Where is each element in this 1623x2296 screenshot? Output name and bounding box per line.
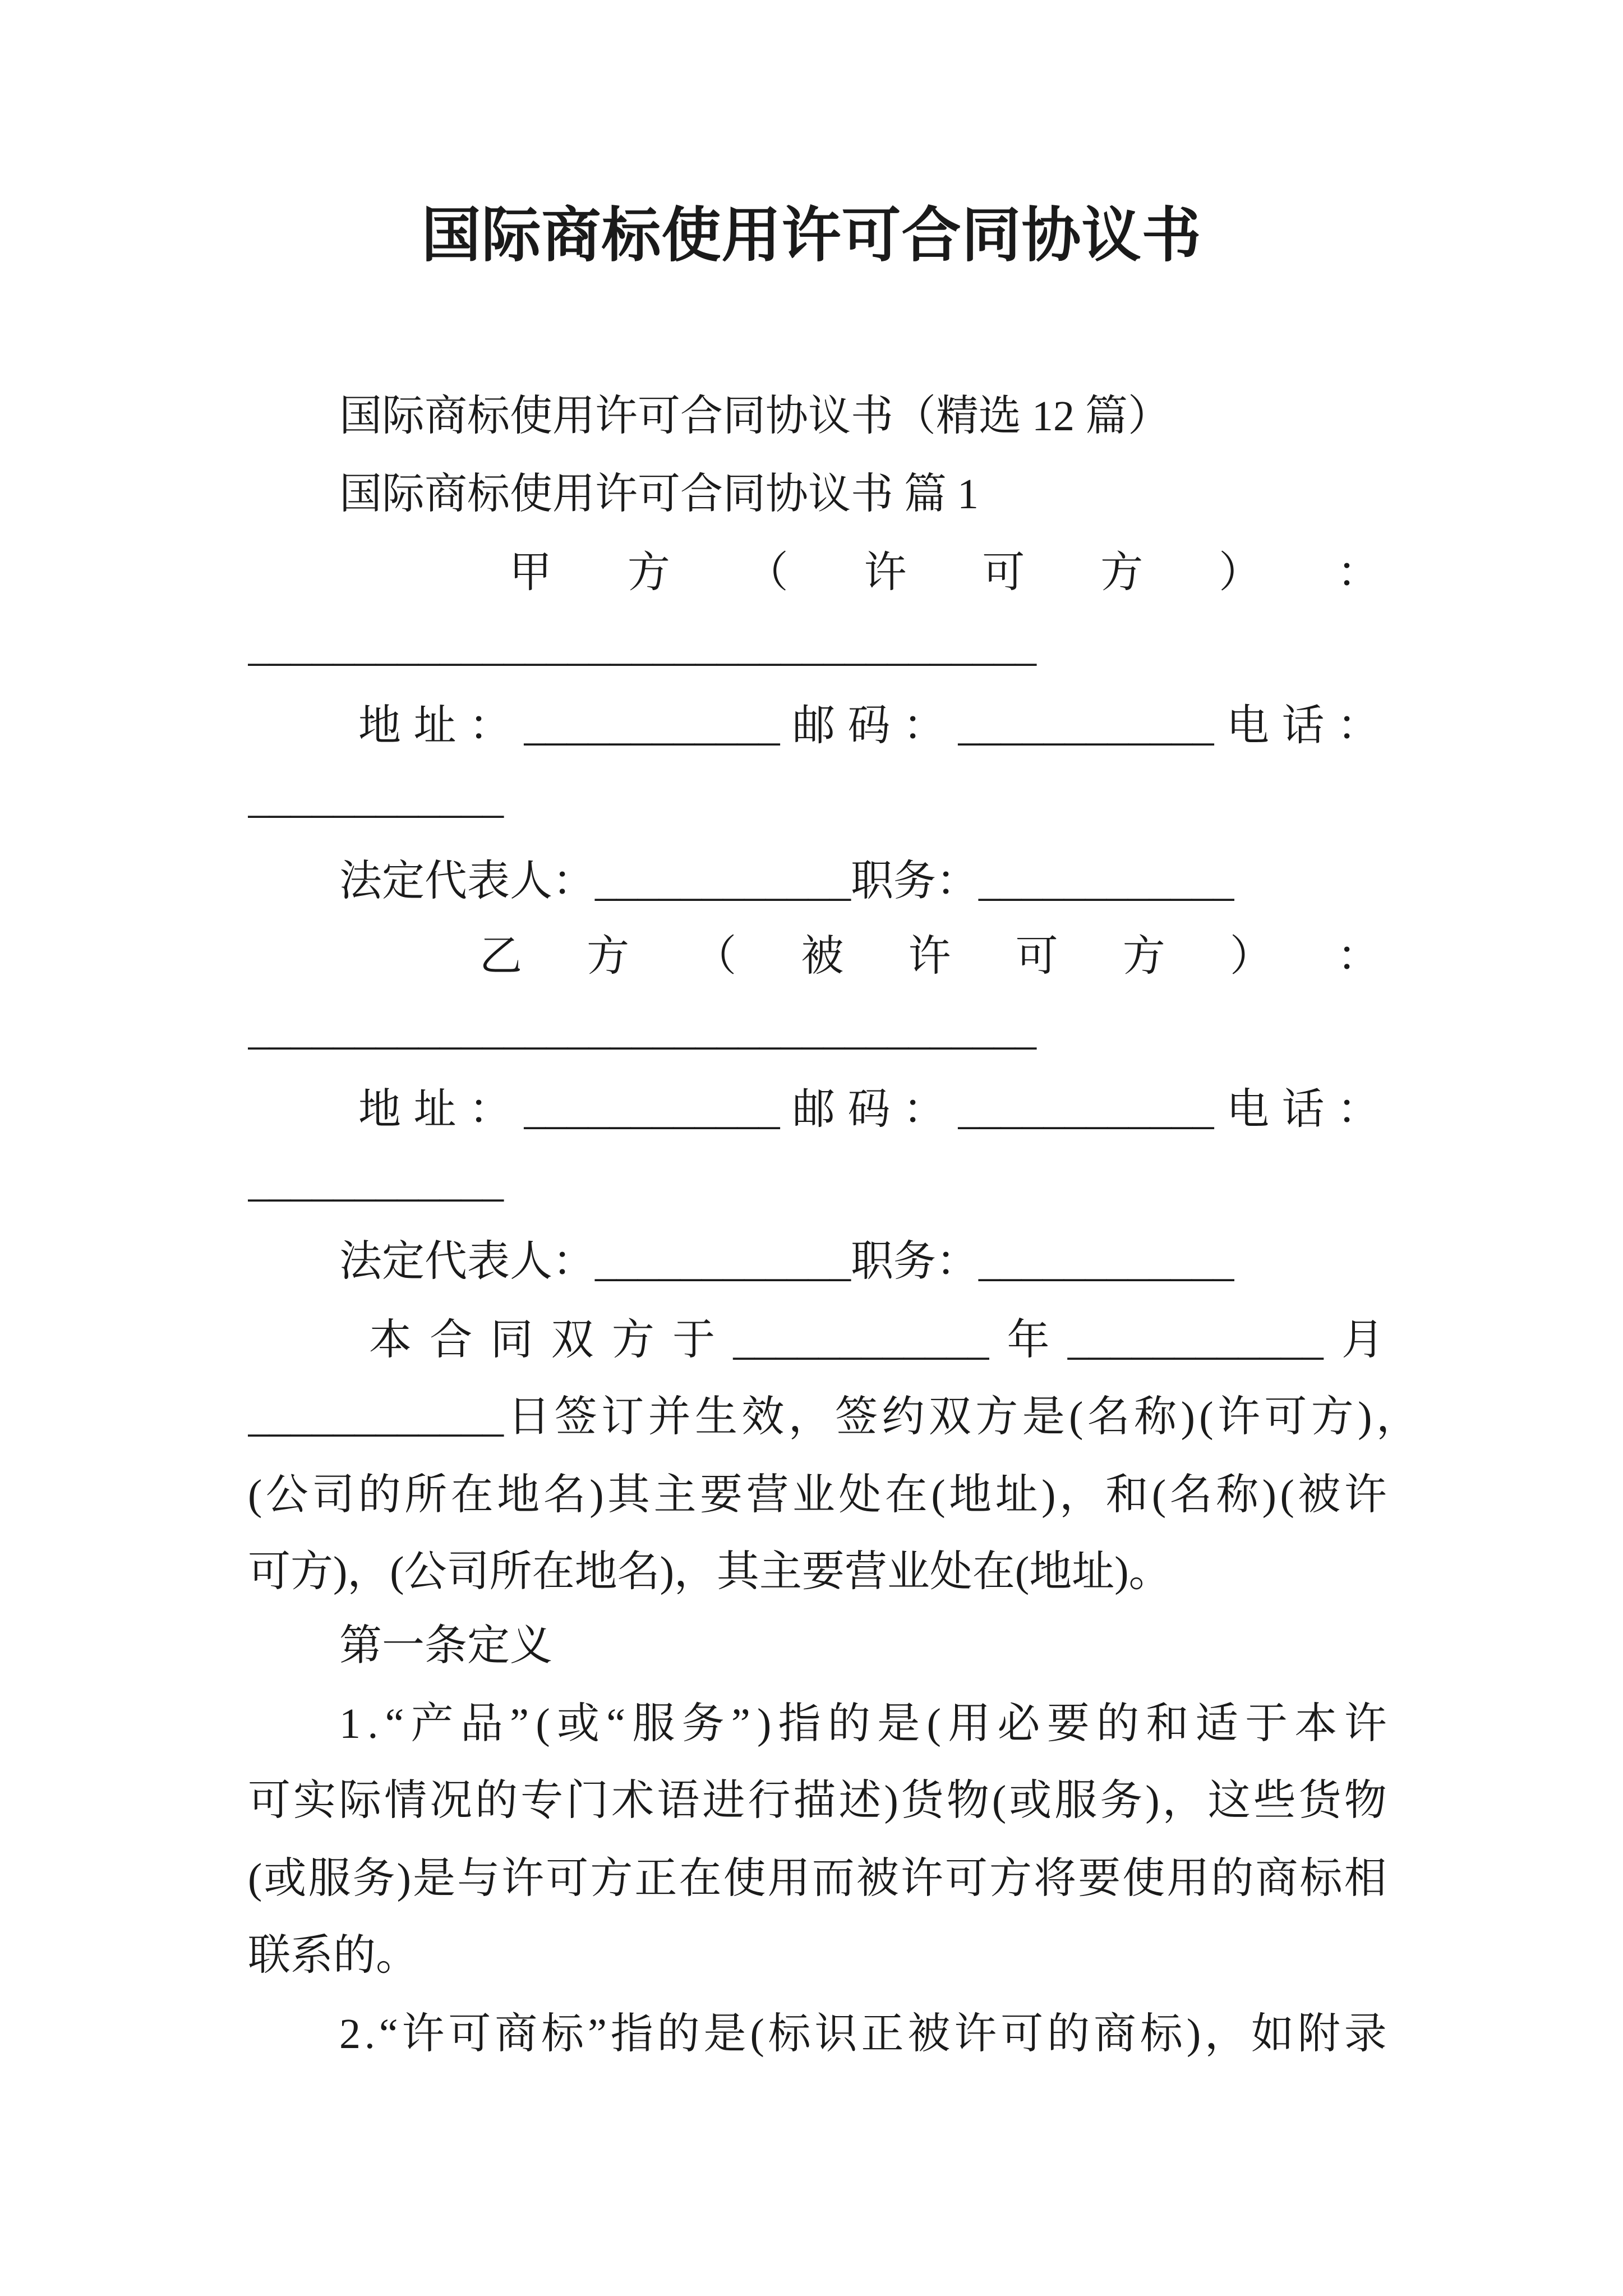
glyph: 许: [1344, 1471, 1387, 1519]
glyph: 可: [1015, 933, 1058, 980]
preamble-line: [248, 1390, 1419, 1444]
glyph: ): [1145, 1777, 1160, 1824]
glyph: 将: [1034, 1855, 1077, 1902]
glyph: 可: [1264, 1393, 1307, 1441]
glyph: 码: [847, 1086, 891, 1133]
blank-field: ____________: [248, 1393, 504, 1441]
glyph: 许: [864, 549, 907, 596]
glyph: 或: [556, 1700, 600, 1747]
glyph: ，: [1376, 1393, 1419, 1441]
glyph: 码: [847, 702, 891, 749]
glyph: 的: [358, 1471, 401, 1519]
glyph: 本: [1294, 1700, 1338, 1747]
glyph: (: [992, 1777, 1007, 1824]
glyph: 物: [1344, 1777, 1387, 1824]
glyph: 的: [657, 2010, 700, 2058]
glyph: 服: [632, 1700, 675, 1747]
glyph: 描: [793, 1777, 836, 1824]
glyph: ): [1358, 1393, 1372, 1441]
glyph: 本: [369, 1317, 412, 1364]
glyph: .: [367, 1700, 379, 1747]
glyph: 货: [1298, 1777, 1341, 1824]
glyph: (: [1280, 1471, 1294, 1519]
glyph: 货: [901, 1777, 944, 1824]
glyph: 司: [312, 1471, 355, 1519]
glyph: 如: [1251, 2010, 1294, 2058]
glyph: 专: [520, 1777, 564, 1824]
glyph: 务: [352, 1855, 395, 1902]
glyph: ：: [1336, 549, 1380, 596]
glyph: 许: [501, 1855, 545, 1902]
glyph: 1: [339, 1700, 361, 1747]
glyph: ): [757, 1700, 772, 1747]
glyph: 指: [778, 1700, 821, 1747]
glyph: 是: [413, 1855, 456, 1902]
glyph: 的: [1211, 1855, 1254, 1902]
glyph: 标: [1140, 2010, 1183, 2058]
blank-field: ____________: [733, 1317, 989, 1364]
article-heading: 国际商标使用许可合同协议书 篇 1: [339, 471, 979, 518]
party-b-phone-blank: ____________: [248, 1158, 504, 1205]
glyph: 地: [949, 1471, 992, 1519]
glyph: 使: [723, 1855, 766, 1902]
glyph: 乙: [479, 933, 522, 980]
glyph: 主: [653, 1471, 697, 1519]
glyph: 营: [746, 1471, 789, 1519]
glyph: ）: [1219, 549, 1262, 596]
glyph: 录: [1344, 2010, 1387, 2058]
glyph: ：: [469, 702, 511, 749]
glyph: 实: [293, 1777, 336, 1824]
glyph: 服: [1054, 1777, 1098, 1824]
glyph: 双: [928, 1393, 971, 1441]
glyph: 名: [1169, 1471, 1212, 1519]
party-b-name-blank: _____________________________________: [248, 1006, 1036, 1053]
glyph: 门: [566, 1777, 609, 1824]
glyph: 效: [741, 1393, 785, 1441]
party-a-representative-line: 法定代表人：____________职务：____________: [339, 858, 1234, 905]
glyph: (: [1199, 1393, 1214, 1441]
glyph: 或: [1009, 1777, 1052, 1824]
glyph: ：: [903, 702, 946, 749]
glyph: .: [364, 2010, 375, 2058]
glyph: 日: [508, 1393, 551, 1441]
glyph: 签: [554, 1393, 597, 1441]
glyph: (: [926, 1700, 941, 1747]
glyph: 务: [1100, 1777, 1143, 1824]
glyph: ): [589, 1471, 604, 1519]
glyph: ，: [1162, 1777, 1205, 1824]
glyph: （: [745, 549, 789, 596]
glyph: 是: [703, 2010, 746, 2058]
glyph: 适: [1195, 1700, 1238, 1747]
glyph: 方: [1311, 1393, 1354, 1441]
glyph: 同: [490, 1317, 533, 1364]
glyph: 进: [702, 1777, 745, 1824]
glyph: 要: [1046, 1700, 1090, 1747]
glyph: 的: [475, 1777, 518, 1824]
glyph: ”: [731, 1700, 750, 1747]
glyph: 的: [827, 1700, 870, 1747]
collection-title: 国际商标使用许可合同协议书（精选 12 篇）: [339, 393, 1170, 440]
glyph: 方: [590, 1855, 633, 1902]
glyph: 而: [811, 1855, 855, 1902]
glyph: 并: [648, 1393, 691, 1441]
party-b-contact-line: [358, 1083, 1380, 1137]
glyph: 方: [587, 933, 630, 980]
glyph: ): [396, 1855, 411, 1902]
glyph: 可: [1000, 2010, 1044, 2058]
glyph: 这: [1207, 1777, 1251, 1824]
glyph: 行: [748, 1777, 791, 1824]
glyph: “: [379, 2010, 398, 2058]
glyph: 甲: [509, 549, 552, 596]
glyph: 语: [657, 1777, 700, 1824]
glyph: 可: [944, 1855, 988, 1902]
glyph: 在: [884, 1471, 928, 1519]
glyph: 许: [402, 2010, 445, 2058]
glyph: 话: [1281, 702, 1325, 749]
glyph: 可: [982, 549, 1025, 596]
glyph: ”: [510, 1700, 529, 1747]
glyph: 址: [413, 1086, 457, 1133]
glyph: 标: [768, 2010, 811, 2058]
party-a-label: [509, 546, 1380, 600]
party-b-label: [479, 930, 1380, 983]
glyph: 称: [1216, 1471, 1259, 1519]
glyph: 物: [946, 1777, 989, 1824]
glyph: 与: [457, 1855, 500, 1902]
glyph: 处: [838, 1471, 882, 1519]
blank-field: ____________: [524, 702, 780, 749]
glyph: 被: [856, 1855, 899, 1902]
glyph: 双: [551, 1317, 594, 1364]
glyph: 际: [339, 1777, 382, 1824]
glyph: 电: [1227, 702, 1269, 749]
glyph: 是: [877, 1700, 920, 1747]
glyph: 业: [792, 1471, 835, 1519]
glyph: 方: [611, 1317, 654, 1364]
preamble-line: [248, 1468, 1387, 1522]
glyph: 2: [339, 2010, 361, 2058]
glyph: 用: [767, 1855, 810, 1902]
glyph: 被: [801, 933, 844, 980]
glyph: 约: [882, 1393, 925, 1441]
clause-line: [248, 1774, 1387, 1828]
glyph: 名: [543, 1471, 586, 1519]
glyph: (: [536, 1700, 550, 1747]
glyph: 称: [1134, 1393, 1177, 1441]
glyph: 方: [1122, 933, 1165, 980]
clause-line: [339, 2007, 1387, 2061]
glyph: 年: [1007, 1317, 1050, 1364]
glyph: 邮: [792, 702, 835, 749]
glyph: 况: [430, 1777, 473, 1824]
glyph: 要: [699, 1471, 743, 1519]
glyph: 址: [995, 1471, 1038, 1519]
glyph: 或: [264, 1855, 307, 1902]
glyph: 可: [248, 1777, 291, 1824]
glyph: ，: [1205, 2010, 1248, 2058]
glyph: 在: [679, 1855, 722, 1902]
glyph: 方: [1100, 549, 1144, 596]
glyph: ：: [1337, 702, 1380, 749]
glyph: 方: [627, 549, 670, 596]
glyph: 于: [672, 1317, 716, 1364]
glyph: ): [884, 1777, 898, 1824]
glyph: 述: [838, 1777, 882, 1824]
glyph: (: [248, 1471, 262, 1519]
glyph: 可: [546, 1855, 589, 1902]
glyph: ): [1262, 1471, 1276, 1519]
glyph: (: [248, 1855, 262, 1902]
clause-heading: 第一条定义: [339, 1622, 552, 1669]
glyph: ：: [1337, 1086, 1380, 1133]
glyph: 月: [1341, 1317, 1384, 1364]
glyph: 附: [1297, 2010, 1340, 2058]
glyph: 许: [908, 933, 951, 980]
glyph: 所: [404, 1471, 448, 1519]
glyph: ，: [788, 1393, 831, 1441]
glyph: 于: [1245, 1700, 1288, 1747]
glyph: 地: [358, 1086, 401, 1133]
glyph: 和: [1105, 1471, 1149, 1519]
blank-field: ____________: [1067, 1317, 1324, 1364]
glyph: ): [1186, 2010, 1201, 2058]
glyph: 识: [814, 2010, 857, 2058]
glyph: 的: [1096, 1700, 1140, 1747]
glyph: ): [1041, 1471, 1056, 1519]
glyph: 许: [900, 1855, 943, 1902]
glyph: ：: [903, 1086, 946, 1133]
glyph: “: [385, 1700, 404, 1747]
glyph: ）: [1229, 933, 1272, 980]
glyph: 其: [607, 1471, 650, 1519]
glyph: (: [1151, 1471, 1166, 1519]
glyph: 品: [460, 1700, 503, 1747]
party-a-name-blank: _____________________________________: [248, 623, 1036, 670]
glyph: 许: [1344, 1700, 1387, 1747]
glyph: ): [1181, 1393, 1195, 1441]
glyph: 许: [954, 2010, 997, 2058]
glyph: ”: [588, 2010, 607, 2058]
glyph: 方: [989, 1855, 1032, 1902]
glyph: 用: [948, 1700, 991, 1747]
glyph: 生: [694, 1393, 737, 1441]
glyph: 公: [265, 1471, 308, 1519]
glyph: 方: [975, 1393, 1018, 1441]
party-a-phone-blank: ____________: [248, 775, 504, 822]
glyph: 情: [384, 1777, 427, 1824]
glyph: (: [750, 2010, 764, 2058]
glyph: 合: [430, 1317, 473, 1364]
glyph: 要: [1078, 1855, 1121, 1902]
glyph: 电: [1227, 1086, 1269, 1133]
glyph: 必: [997, 1700, 1040, 1747]
blank-field: ____________: [958, 1086, 1214, 1133]
glyph: 地: [497, 1471, 540, 1519]
glyph: ：: [1337, 933, 1380, 980]
glyph: (: [1069, 1393, 1083, 1441]
glyph: 标: [541, 2010, 584, 2058]
document-title: 国际商标使用许可合同协议书: [421, 203, 1202, 269]
glyph: 可: [448, 2010, 491, 2058]
blank-field: ____________: [958, 702, 1214, 749]
glyph: 许: [1217, 1393, 1260, 1441]
party-a-contact-line: [358, 699, 1380, 753]
preamble-line: 可方)，(公司所在地名)，其主要营业处在(地址)。: [248, 1548, 1172, 1595]
glyph: 地: [358, 702, 401, 749]
glyph: 话: [1281, 1086, 1325, 1133]
glyph: 商: [1255, 1855, 1298, 1902]
glyph: （: [694, 933, 737, 980]
glyph: 正: [634, 1855, 677, 1902]
glyph: 服: [308, 1855, 351, 1902]
party-b-representative-line: 法定代表人：____________职务：____________: [339, 1238, 1234, 1285]
clause-line: 联系的。: [248, 1932, 418, 1979]
glyph: “: [606, 1700, 626, 1747]
glyph: 和: [1146, 1700, 1189, 1747]
glyph: 订: [601, 1393, 644, 1441]
glyph: 标: [1299, 1855, 1343, 1902]
glyph: 产: [411, 1700, 454, 1747]
glyph: 指: [610, 2010, 653, 2058]
glyph: 使: [1122, 1855, 1165, 1902]
glyph: ：: [469, 1086, 511, 1133]
glyph: 被: [907, 2010, 951, 2058]
glyph: 术: [611, 1777, 654, 1824]
glyph: 务: [681, 1700, 725, 1747]
glyph: 商: [1094, 2010, 1136, 2058]
glyph: 正: [861, 2010, 904, 2058]
glyph: 用: [1166, 1855, 1210, 1902]
glyph: 商: [495, 2010, 538, 2058]
blank-field: ____________: [524, 1086, 780, 1133]
glyph: 相: [1344, 1855, 1387, 1902]
glyph: (: [931, 1471, 946, 1519]
clause-line: [339, 1697, 1387, 1751]
glyph: 址: [413, 702, 457, 749]
glyph: 名: [1087, 1393, 1130, 1441]
glyph: 被: [1298, 1471, 1341, 1519]
glyph: ，: [1059, 1471, 1102, 1519]
glyph: 的: [1047, 2010, 1090, 2058]
clause-line: [248, 1852, 1387, 1906]
preamble-line: [369, 1313, 1384, 1367]
glyph: 些: [1253, 1777, 1296, 1824]
glyph: 邮: [792, 1086, 835, 1133]
glyph: 在: [450, 1471, 494, 1519]
glyph: 是: [1022, 1393, 1065, 1441]
glyph: 签: [835, 1393, 878, 1441]
